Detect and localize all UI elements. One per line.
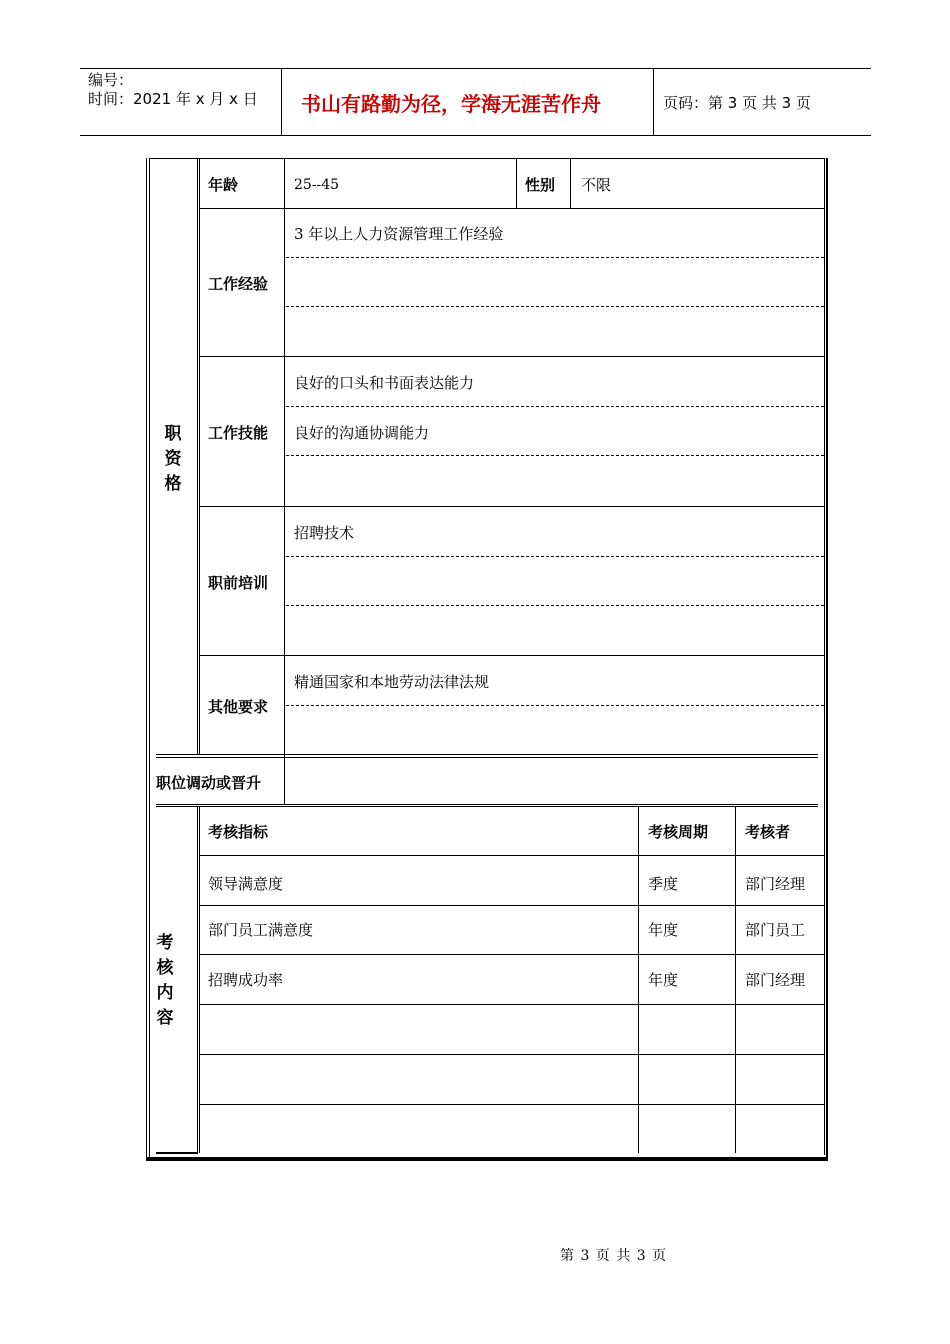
- table-row-2-assessor: 部门员工: [745, 921, 806, 939]
- training-label: 职前培训: [208, 574, 269, 592]
- frame-right-outer: [826, 158, 828, 1161]
- age-gender-divider: [516, 158, 517, 208]
- page-footer: 第 3 页 共 3 页: [560, 1248, 668, 1264]
- other-requirements-label: 其他要求: [208, 698, 269, 716]
- page-number-label: 页码：第 3 页 共 3 页: [663, 94, 811, 112]
- frame-left-inner: [149, 158, 150, 1161]
- training-line-1: 招聘技术: [294, 524, 355, 542]
- skills-dash-2: [286, 455, 824, 456]
- transfer-label: 职位调动或晋升: [156, 774, 262, 792]
- assess-rule-3: [199, 1004, 825, 1005]
- section-rule-transfer-b: [156, 806, 818, 807]
- table-row-1-assessor: 部门经理: [745, 875, 806, 893]
- experience-label: 工作经验: [208, 275, 269, 293]
- gender-value-divider: [570, 158, 571, 208]
- skills-line-2: 良好的沟通协调能力: [294, 424, 430, 442]
- assess-label-foot-rule: [156, 1152, 198, 1154]
- frame-left-outer: [146, 158, 147, 1161]
- table-row-1-indicator: 领导满意度: [208, 875, 284, 893]
- assessment-section-label: 考 核 内 容: [156, 933, 174, 1028]
- experience-dash-2: [286, 306, 824, 307]
- assess-rule-5: [199, 1104, 825, 1105]
- assess-divider-a: [197, 807, 198, 1153]
- assess-rule-header: [199, 855, 825, 856]
- frame-right-inner: [824, 158, 825, 1155]
- document-date-label: 时间：2021 年 x 月 x 日: [88, 90, 258, 108]
- frame-bottom: [146, 1157, 828, 1161]
- assess-header-indicator: 考核指标: [208, 823, 269, 841]
- age-value: 25--45: [294, 177, 340, 193]
- row-rule-skills: [199, 506, 825, 507]
- table-row-1-period: 季度: [648, 875, 679, 893]
- table-row-3-indicator: 招聘成功率: [208, 971, 284, 989]
- table-row-2-indicator: 部门员工满意度: [208, 921, 314, 939]
- gender-value: 不限: [581, 176, 612, 194]
- table-row-3-period: 年度: [648, 971, 679, 989]
- assess-header-assessor: 考核者: [745, 823, 791, 841]
- section-rule-qual-a: [156, 754, 818, 755]
- gender-label: 性别: [525, 176, 556, 194]
- skills-line-1: 良好的口头和书面表达能力: [294, 374, 475, 392]
- training-dash-1: [286, 556, 824, 557]
- header-divider-right: [653, 68, 654, 136]
- section-rule-transfer-a: [156, 804, 818, 805]
- experience-dash-1: [286, 257, 824, 258]
- assess-header-period: 考核周期: [648, 823, 709, 841]
- row-rule-experience: [199, 356, 825, 357]
- qual-divider-a: [197, 158, 198, 755]
- assess-divider-b: [199, 807, 200, 1153]
- experience-line-1: 3 年以上人力资源管理工作经验: [294, 225, 504, 243]
- document-number-label: 编号：: [88, 71, 134, 89]
- assess-rule-4: [199, 1054, 825, 1055]
- skills-label: 工作技能: [208, 424, 269, 442]
- row-rule-age: [199, 208, 825, 209]
- table-row-3-assessor: 部门经理: [745, 971, 806, 989]
- other-dash-1: [286, 705, 824, 706]
- age-label: 年龄: [208, 176, 239, 194]
- assess-col-divider-2: [735, 807, 736, 1153]
- frame-top: [149, 158, 825, 159]
- assess-rule-1: [199, 905, 825, 906]
- row-rule-training: [199, 655, 825, 656]
- table-row-2-period: 年度: [648, 921, 679, 939]
- skills-dash-1: [286, 406, 824, 407]
- label-column-divider: [284, 158, 285, 805]
- assess-col-divider-1: [638, 807, 639, 1153]
- assess-rule-2: [199, 954, 825, 955]
- qual-divider-b: [199, 158, 200, 755]
- other-line-1: 精通国家和本地劳动法律法规: [294, 673, 490, 691]
- header-top-rule: [80, 68, 871, 69]
- qualification-section-label: 职 资 格: [164, 424, 182, 494]
- header-bottom-rule: [80, 135, 871, 136]
- section-rule-qual-b: [156, 757, 818, 758]
- header-motto: 书山有路勤为径，学海无涯苦作舟: [301, 92, 601, 116]
- training-dash-2: [286, 605, 824, 606]
- header-divider-left: [281, 68, 282, 136]
